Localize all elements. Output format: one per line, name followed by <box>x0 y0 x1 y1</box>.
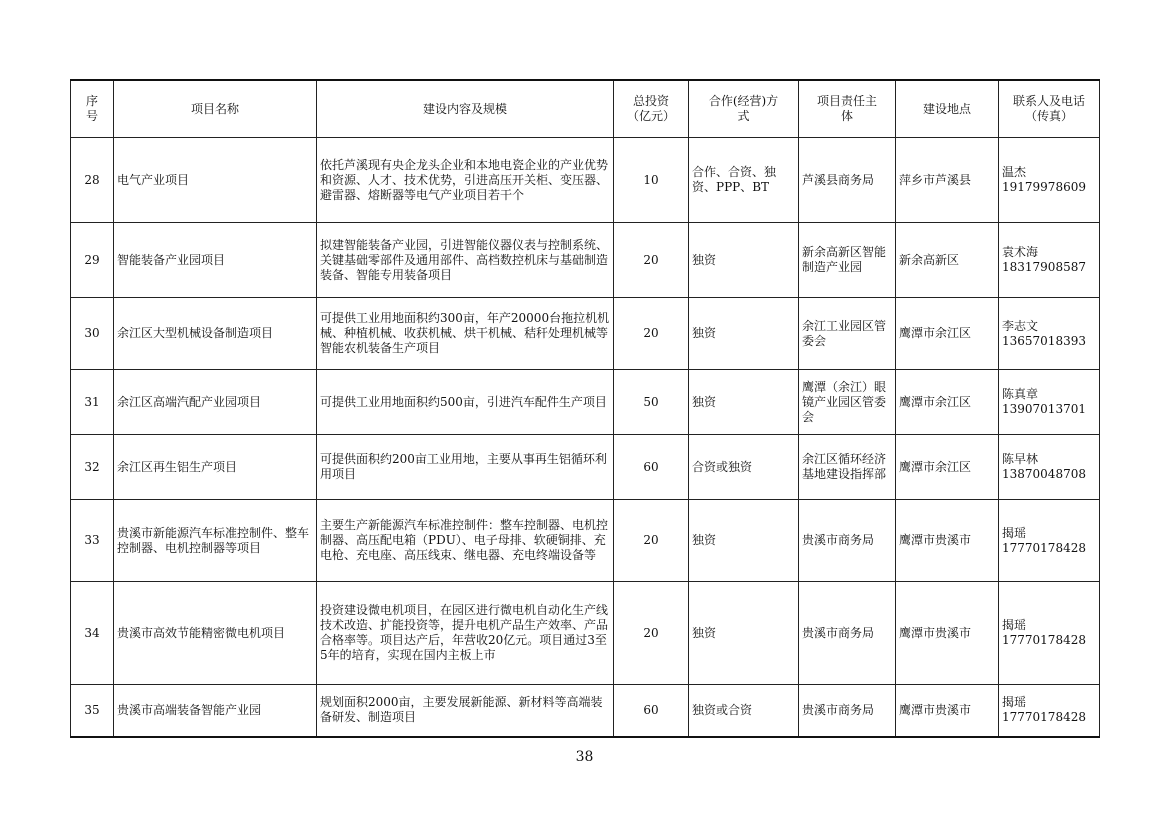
cell-name: 智能装备产业园项目 <box>114 223 317 298</box>
cell-content: 拟建智能装备产业园，引进智能仪器仪表与控制系统、关键基础零部件及通用部件、高档数控机床与基础制造装备、智能专用装备项目 <box>317 223 614 298</box>
cell-mode: 独资 <box>689 500 799 582</box>
cell-investment: 60 <box>614 685 689 737</box>
cell-contact <box>999 370 1100 435</box>
table-row <box>71 298 1100 370</box>
cell-content: 可提供面积约200亩工业用地，主要从事再生铝循环利用项目 <box>317 435 614 500</box>
header-location: 建设地点 <box>896 80 999 138</box>
header-content: 建设内容及规模 <box>317 80 614 138</box>
contact-phone: 13657018393 <box>1002 333 1086 348</box>
cell-content: 可提供工业用地面积约500亩，引进汽车配件生产项目 <box>317 370 614 435</box>
cell-investment: 20 <box>614 223 689 298</box>
contact-phone: 17770178428 <box>1002 633 1086 647</box>
cell-content: 依托芦溪现有央企龙头企业和本地电瓷企业的产业优势和资源、人才、技术优势，引进高压开关柜、变压器、避雷器、熔断器等电气产业项目若干个 <box>317 138 614 223</box>
cell-location: 鹰潭市余江区 <box>896 435 999 500</box>
cell-content: 主要生产新能源汽车标准控制件：整车控制器、电机控制器、高压配电箱（PDU）、电子母排、软硬铜排、充电枪、充电座、高压线束、继电器、充电终端设备等 <box>317 500 614 582</box>
cell-mode: 独资 <box>689 370 799 435</box>
cell-owner: 贵溪市商务局 <box>799 500 896 582</box>
table-row <box>71 582 1100 685</box>
cell-owner: 贵溪市商务局 <box>799 582 896 685</box>
contact-name: 陈早林 <box>1002 452 1039 466</box>
cell-mode: 合作、合资、独资、PPP、BT <box>689 138 799 223</box>
contact-name: 揭瑶 <box>1002 525 1027 540</box>
contact-phone: 18317908587 <box>1002 260 1086 274</box>
table-row <box>71 685 1100 737</box>
cell-name: 电气产业项目 <box>114 138 317 223</box>
cell-mode: 独资或合资 <box>689 685 799 737</box>
cell-name: 余江区再生铝生产项目 <box>114 435 317 500</box>
cell-name: 贵溪市高端装备智能产业园 <box>114 685 317 737</box>
cell-content: 规划面积2000亩，主要发展新能源、新材料等高端装备研发、制造项目 <box>317 685 614 737</box>
cell-contact <box>999 582 1100 685</box>
table-row <box>71 138 1100 223</box>
contact-name: 袁术海 <box>1002 245 1039 259</box>
cell-owner: 芦溪县商务局 <box>799 138 896 223</box>
header-name: 项目名称 <box>114 80 317 138</box>
contact-phone: 19179978609 <box>1002 180 1086 194</box>
contact-name: 温杰 <box>1002 165 1027 179</box>
cell-seq: 32 <box>71 435 114 500</box>
cell-seq: 35 <box>71 685 114 737</box>
cell-location: 新余高新区 <box>896 223 999 298</box>
contact-name: 陈真章 <box>1002 387 1039 401</box>
cell-content: 投资建设微电机项目，在园区进行微电机自动化生产线技术改造、扩能投资等，提升电机产品生产效率、产品合格率等。项目达产后，年营收20亿元。项目通过3至5年的培育，实现在国内主板上市 <box>317 582 614 685</box>
cell-investment: 10 <box>614 138 689 223</box>
cell-location: 鹰潭市贵溪市 <box>896 685 999 737</box>
cell-owner: 新余高新区智能制造产业园 <box>799 223 896 298</box>
cell-mode: 独资 <box>689 298 799 370</box>
cell-seq: 31 <box>71 370 114 435</box>
cell-mode: 合资或独资 <box>689 435 799 500</box>
header-owner: 项目责任主体 <box>799 80 896 138</box>
cell-location: 鹰潭市余江区 <box>896 370 999 435</box>
cell-name: 余江区大型机械设备制造项目 <box>114 298 317 370</box>
cell-location: 鹰潭市余江区 <box>896 298 999 370</box>
table-row <box>71 223 1100 298</box>
cell-contact <box>999 298 1100 370</box>
cell-contact <box>999 685 1100 737</box>
cell-location: 鹰潭市贵溪市 <box>896 582 999 685</box>
cell-location: 萍乡市芦溪县 <box>896 138 999 223</box>
cell-seq: 29 <box>71 223 114 298</box>
cell-seq: 33 <box>71 500 114 582</box>
table-row <box>71 435 1100 500</box>
cell-content: 可提供工业用地面积约300亩，年产20000台拖拉机机械、种植机械、收获机械、烘干机械、秸秆处理机械等智能农机装备生产项目 <box>317 298 614 370</box>
contact-phone: 13870048708 <box>1002 467 1086 481</box>
header-mode: 合作(经营)方式 <box>689 80 799 138</box>
cell-investment: 60 <box>614 435 689 500</box>
page-number: 38 <box>575 749 594 765</box>
header-seq: 序号 <box>71 80 114 138</box>
header-row <box>71 80 1100 138</box>
header-contact: 联系人及电话（传真） <box>999 80 1100 138</box>
cell-name: 贵溪市高效节能精密微电机项目 <box>114 582 317 685</box>
contact-phone: 13907013701 <box>1002 402 1086 416</box>
cell-owner: 贵溪市商务局 <box>799 685 896 737</box>
contact-phone: 17770178428 <box>1002 540 1086 555</box>
cell-owner: 余江区循环经济基地建设指挥部 <box>799 435 896 500</box>
table-row <box>71 370 1100 435</box>
cell-name: 贵溪市新能源汽车标准控制件、整车控制器、电机控制器等项目 <box>114 500 317 582</box>
cell-contact <box>999 223 1100 298</box>
cell-seq: 34 <box>71 582 114 685</box>
cell-contact <box>999 435 1100 500</box>
contact-phone: 17770178428 <box>1002 710 1086 725</box>
contact-name: 揭瑶 <box>1002 618 1027 632</box>
cell-seq: 28 <box>71 138 114 223</box>
cell-investment: 50 <box>614 370 689 435</box>
cell-mode: 独资 <box>689 223 799 298</box>
contact-name: 揭瑶 <box>1002 695 1027 710</box>
cell-investment: 20 <box>614 500 689 582</box>
cell-contact <box>999 500 1100 582</box>
contact-name: 李志文 <box>1002 318 1039 333</box>
cell-investment: 20 <box>614 298 689 370</box>
cell-contact <box>999 138 1100 223</box>
cell-owner: 余江工业园区管委会 <box>799 298 896 370</box>
cell-investment: 20 <box>614 582 689 685</box>
cell-owner: 鹰潭（余江）眼镜产业园区管委会 <box>799 370 896 435</box>
cell-seq: 30 <box>71 298 114 370</box>
cell-location: 鹰潭市贵溪市 <box>896 500 999 582</box>
cell-mode: 独资 <box>689 582 799 685</box>
table-row <box>71 500 1100 582</box>
cell-name: 余江区高端汽配产业园项目 <box>114 370 317 435</box>
header-investment: 总投资（亿元） <box>614 80 689 138</box>
project-table <box>70 79 1100 738</box>
